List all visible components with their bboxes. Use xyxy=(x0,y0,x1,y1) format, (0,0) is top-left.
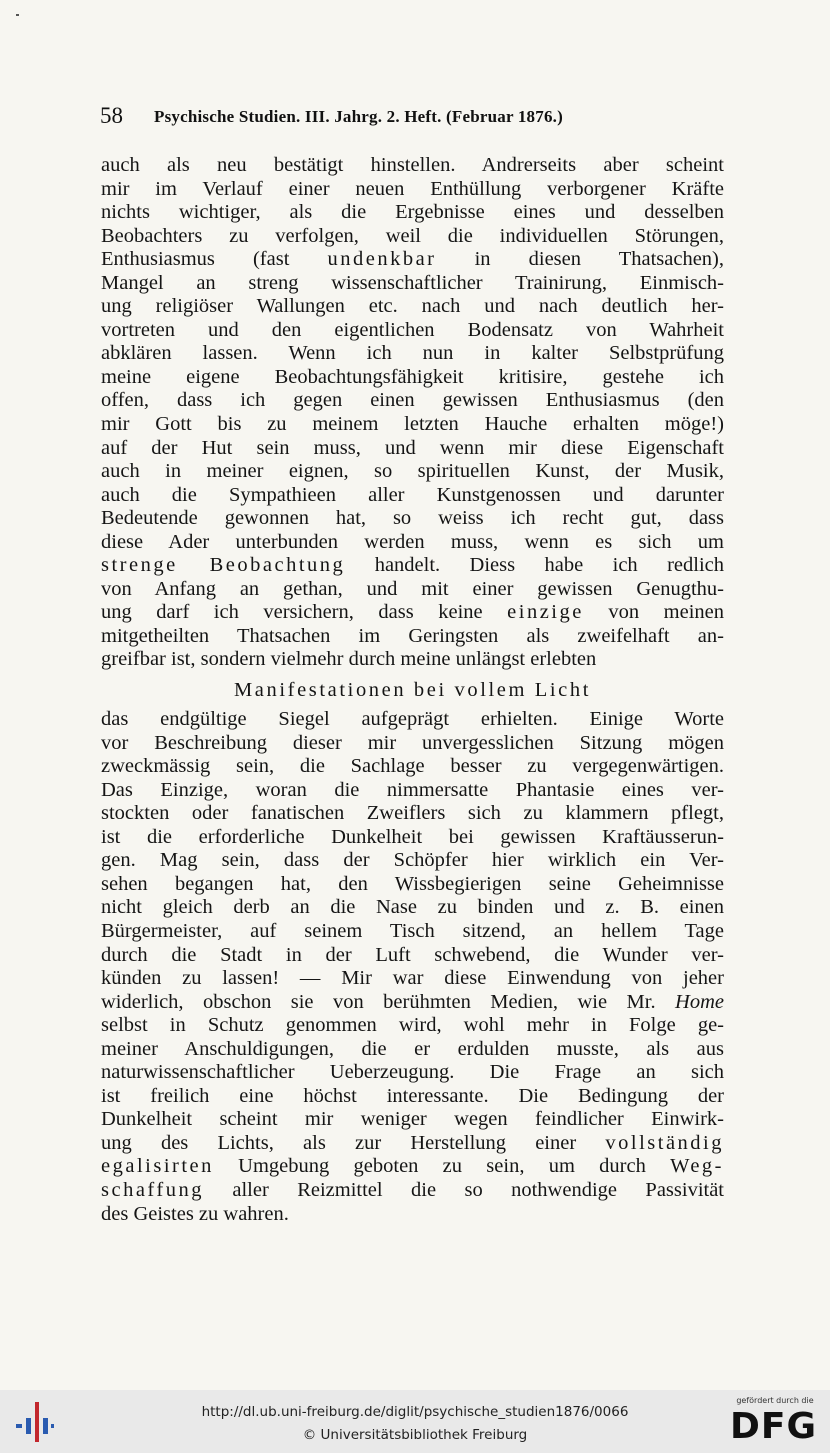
text-line: künden zu lassen! — Mir war diese Einwendung von jeher xyxy=(101,967,724,990)
text-line: ung des Lichts, als zur Herstellung einer vollständig xyxy=(101,1131,724,1154)
text-line: auch als neu bestätigt hinstellen. Andrerseits aber scheint xyxy=(101,154,724,176)
paragraph-2 xyxy=(101,708,724,1226)
emphasis-spaced: egalisirten xyxy=(101,1155,214,1178)
page-body xyxy=(101,154,724,1226)
scan-mark xyxy=(16,14,19,16)
page-header xyxy=(100,103,690,133)
emphasis-spaced: schaffung xyxy=(101,1178,204,1201)
dfg-tagline: gefördert durch die xyxy=(736,1396,814,1405)
text-line: ist freilich eine höchst interessante. Die Bedingung der xyxy=(101,1084,724,1107)
text-line: offen, dass ich gegen einen gewissen Enthusiasmus (den xyxy=(101,389,724,412)
text-line: Enthusiasmus (fast undenkbar in diesen Thatsachen), xyxy=(101,248,724,271)
emphasis-spaced: einzige xyxy=(507,601,584,624)
viewer-footer xyxy=(0,1390,830,1453)
text-line: gen. Mag sein, dass der Schöpfer hier wirklich ein Ver- xyxy=(101,849,724,872)
text-line: auch in meiner eignen, so spirituellen Kunst, der Musik, xyxy=(101,460,724,483)
text-line: Bürgermeister, auf seinem Tisch sitzend, an hellem Tage xyxy=(101,919,724,942)
text-line: von Anfang an gethan, und mit einer gewissen Genugthu- xyxy=(101,577,724,600)
text-line: nicht gleich derb an die Nase zu binden und z. B. einen xyxy=(101,896,724,919)
text-line: naturwissenschaftlicher Ueberzeugung. Die Frage an sich xyxy=(101,1061,724,1084)
text-line: vor Beschreibung dieser mir unvergesslichen Sitzung mögen xyxy=(101,731,724,754)
text-line: ung religiöser Wallungen etc. nach und nach deutlich her- xyxy=(101,295,724,318)
text-line: ist die erforderliche Dunkelheit bei gewissen Kraftäusserun- xyxy=(101,825,724,848)
emphasis-spaced: Weg- xyxy=(670,1155,724,1178)
text-line: auf der Hut sein muss, und wenn mir diese Eigenschaft xyxy=(101,436,724,459)
text-line: schaffung aller Reizmittel die so nothwendige Passivität xyxy=(101,1178,724,1201)
text-line: Beobachters zu verfolgen, weil die individuellen Störungen, xyxy=(101,224,724,247)
emphasis-spaced: strenge Beobachtung xyxy=(101,554,346,577)
section-heading: Manifestationen bei vollem Licht xyxy=(233,679,592,702)
text-line: strenge Beobachtung handelt. Diess habe ich redlich xyxy=(101,554,724,577)
text-line: Das Einzige, woran die nimmersatte Phantasie eines ver- xyxy=(101,778,724,801)
text-line: des Geistes zu wahren. xyxy=(101,1202,289,1225)
text-line: widerlich, obschon sie von berühmten Medien, wie Mr. Home xyxy=(101,990,724,1013)
text-line: vortreten und den eigentlichen Bodensatz von Wahrheit xyxy=(101,318,724,341)
text-line: mir im Verlauf einer neuen Enthüllung verborgener Kräfte xyxy=(101,177,724,200)
text-line: meiner Anschuldigungen, die er erdulden musste, als aus xyxy=(101,1037,724,1060)
dfg-wordmark: DFG xyxy=(730,1406,818,1447)
text-line: Bedeutende gewonnen hat, so weiss ich recht gut, dass xyxy=(101,507,724,530)
text-line: greifbar ist, sondern vielmehr durch meine unlängst erlebten xyxy=(101,648,597,671)
text-line: auch die Sympathieen aller Kunstgenossen und darunter xyxy=(101,483,724,506)
text-line: stockten oder fanatischen Zweiflers sich zu klammern pflegt, xyxy=(101,802,724,825)
emphasis-spaced: undenkbar xyxy=(327,248,437,271)
text-line: zweckmässig sein, die Sachlage besser zu vergegenwärtigen. xyxy=(101,755,724,778)
text-line: abklären lassen. Wenn ich nun in kalter Selbstprüfung xyxy=(101,342,724,365)
text-line: egalisirten Umgebung geboten zu sein, um durch Weg- xyxy=(101,1155,724,1178)
text-line: das endgültige Siegel aufgeprägt erhielten. Einige Worte xyxy=(101,708,724,731)
text-line: meine eigene Beobachtungsfähigkeit kritisire, gestehe ich xyxy=(101,365,724,388)
text-line: mir Gott bis zu meinem letzten Hauche erhalten möge!) xyxy=(101,413,724,436)
text-line: diese Ader unterbunden werden muss, wenn es sich um xyxy=(101,530,724,553)
text-line: ung darf ich versichern, dass keine einzige von meinen xyxy=(101,601,724,624)
text-line: Dunkelheit scheint mir weniger wegen feindlicher Einwirk- xyxy=(101,1108,724,1131)
text-line: durch die Stadt in der Luft schwebend, die Wunder ver- xyxy=(101,943,724,966)
emphasis-italic: Home xyxy=(675,990,724,1013)
text-line: mitgetheilten Thatsachen im Geringsten als zweifelhaft an- xyxy=(101,624,724,647)
text-line: selbst in Schutz genommen wird, wohl mehr in Folge ge- xyxy=(101,1014,724,1037)
running-title: Psychische Studien. III. Jahrg. 2. Heft. (Februar 1876.) xyxy=(154,107,563,126)
emphasis-spaced: vollständig xyxy=(605,1131,724,1154)
source-url-link[interactable]: http://dl.ub.uni-freiburg.de/diglit/psychische_studien1876/0066 xyxy=(201,1404,629,1420)
dfg-logo xyxy=(728,1396,822,1448)
text-line: Mangel an streng wissenschaftlicher Trainirung, Einmisch- xyxy=(101,271,724,294)
copyright-text: © Universitätsbibliothek Freiburg xyxy=(302,1427,528,1443)
text-line: nichts wichtiger, als die Ergebnisse eines und desselben xyxy=(101,201,724,224)
text-line: sehen begangen hat, den Wissbegierigen seine Geheimnisse xyxy=(101,872,724,895)
paragraph-1 xyxy=(101,154,724,672)
page-number: 58 xyxy=(100,103,123,128)
